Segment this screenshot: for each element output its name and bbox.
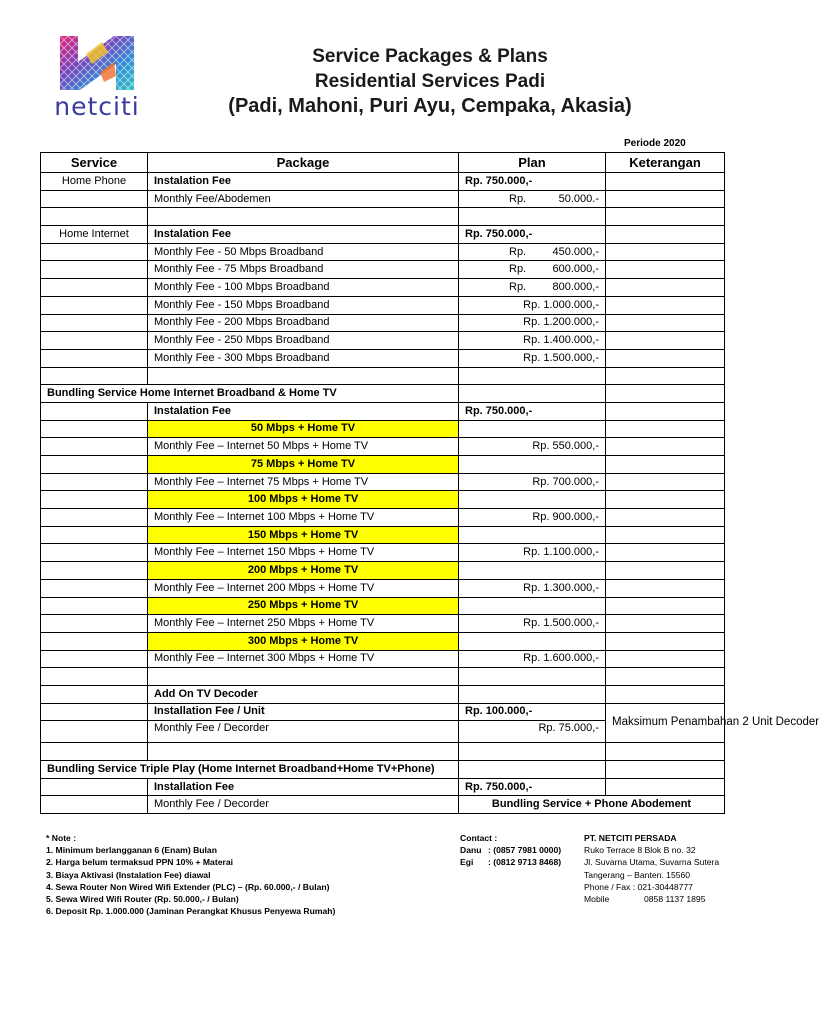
table-row [41,279,725,297]
table-row [41,796,725,814]
plan-price: Rp. 1.600.000,- [459,650,606,668]
price-table [40,152,819,814]
section-title-row [41,761,725,779]
table-row [41,190,725,208]
package-label: Monthly Fee – Internet 50 Mbps + Home TV [148,438,459,456]
section-title: Bundling Service Triple Play (Home Internet Broadband+Home TV+Phone) [41,761,459,779]
company-phone: Phone / Fax : 021-30448777 [584,881,693,892]
table-row [41,438,725,456]
table-row [41,615,725,633]
package-label: Monthly Fee - 50 Mbps Broadband [148,243,459,261]
package-label: Monthly Fee – Internet 250 Mbps + Home TV [148,615,459,633]
company-address-line: Jl. Suvarna Utama, Suvarna Sutera [584,857,720,868]
package-label: Instalation Fee [148,402,459,420]
plan-price: Rp. 800.000,- [459,279,606,297]
section-title: Bundling Service Home Internet Broadband & Home TV [41,385,459,403]
period-label: Periode 2020 [624,138,686,149]
plan-price: Rp. 50.000.- [459,190,606,208]
contact-block [460,832,561,869]
table-row [41,703,725,721]
company-mobile: Mobile 0858 1137 1895 [584,894,706,905]
contact-person: Egi : (0812 9713 8468) [460,857,562,868]
plan-price: Rp. 550.000,- [459,438,606,456]
package-label: Instalation Fee [148,173,459,191]
table-row [41,685,725,703]
keterangan-note: Maksimum Penambahan 2 Unit Decoder [606,703,725,743]
spacer-row [41,668,725,686]
plan-price: Rp. 900.000,- [459,509,606,527]
table-row [41,243,725,261]
table-header-row [41,153,725,173]
section-title: Add On TV Decoder [148,685,459,703]
plan-price: Rp. 1.200.000,- [459,314,606,332]
package-label: Monthly Fee / Decorder [148,796,459,814]
package-header: 200 Mbps + Home TV [148,562,459,580]
package-header-row [41,456,725,474]
package-header-row [41,526,725,544]
plan-price: Rp. 750.000,- [459,226,606,244]
table-row [41,261,725,279]
package-label: Monthly Fee – Internet 200 Mbps + Home TV [148,579,459,597]
logo-wordmark: netciti [54,92,140,121]
table-row [41,402,725,420]
table-row [41,349,725,367]
note-item: 3. Biaya Aktivasi (Instalation Fee) diawal [46,869,211,880]
package-header-row [41,562,725,580]
package-label: Instalation Fee [148,226,459,244]
note-item: 5. Sewa Wired Wifi Router (Rp. 50.000,- / Bulan) [46,894,239,905]
package-label: Monthly Fee - 75 Mbps Broadband [148,261,459,279]
service-name: Home Internet [41,226,148,244]
plan-price: Rp. 700.000,- [459,473,606,491]
package-header-row [41,420,725,438]
contact-title: Contact : [460,833,498,843]
package-label: Installation Fee / Unit [148,703,459,721]
plan-price: Rp. 100.000,- [459,703,606,721]
table-row [41,296,725,314]
package-header: 100 Mbps + Home TV [148,491,459,509]
package-header-row [41,597,725,615]
page-title-block [180,44,680,119]
package-header: 50 Mbps + Home TV [148,420,459,438]
table-row [41,332,725,350]
plan-price: Rp. 1.300.000,- [459,579,606,597]
note-item: 4. Sewa Router Non Wired Wifi Extender (PLC) – (Rp. 60.000,- / Bulan) [46,881,330,892]
package-label: Monthly Fee / Decorder [148,721,459,743]
note-item: 1. Minimum berlangganan 6 (Enam) Bulan [46,845,217,856]
plan-note: Bundling Service + Phone Abodement [459,796,725,814]
plan-price: Rp. 1.500.000,- [459,349,606,367]
section-title-row [41,385,725,403]
col-header-package: Package [148,153,459,173]
package-label: Monthly Fee - 100 Mbps Broadband [148,279,459,297]
plan-price: Rp. 750.000,- [459,778,606,796]
package-label: Monthly Fee/Abodemen [148,190,459,208]
table-row [41,173,725,191]
plan-price: Rp. 75.000,- [459,721,606,743]
package-label: Monthly Fee – Internet 150 Mbps + Home TV [148,544,459,562]
notes-title: * Note : [46,833,77,843]
plan-price: Rp. 750.000,- [459,402,606,420]
note-item: 6. Deposit Rp. 1.000.000 (Jaminan Perangkat Khusus Penyewa Rumah) [46,906,336,917]
netciti-logo-mark-icon [56,32,140,94]
package-header: 250 Mbps + Home TV [148,597,459,615]
package-label: Monthly Fee – Internet 300 Mbps + Home TV [148,650,459,668]
contact-person: Danu : (0857 7981 0000) [460,845,562,856]
table-row [41,579,725,597]
package-label: Monthly Fee - 150 Mbps Broadband [148,296,459,314]
spacer-row [41,743,725,761]
col-header-plan: Plan [459,153,606,173]
package-header: 300 Mbps + Home TV [148,632,459,650]
spacer-row [41,208,725,226]
company-address-line: Tangerang – Banten. 15560 [584,869,691,880]
table-row [41,778,725,796]
col-header-service: Service [41,153,148,173]
notes-block [46,832,335,917]
package-header: 150 Mbps + Home TV [148,526,459,544]
service-name: Home Phone [41,173,148,191]
package-header: 75 Mbps + Home TV [148,456,459,474]
table-row [41,473,725,491]
table-row [41,650,725,668]
area-list: (Padi, Mahoni, Puri Ayu, Cempaka, Akasia) [228,95,632,117]
package-label: Monthly Fee - 300 Mbps Broadband [148,349,459,367]
company-name: PT. NETCITI PERSADA [584,833,677,843]
package-header-row [41,491,725,509]
note-item: 2. Harga belum termaksud PPN 10% + Materai [46,857,233,868]
netciti-logo [42,32,152,122]
package-label: Monthly Fee – Internet 100 Mbps + Home TV [148,509,459,527]
spacer-row [41,367,725,385]
col-header-keterangan: Keterangan [606,153,725,173]
package-label: Monthly Fee - 200 Mbps Broadband [148,314,459,332]
table-row [41,509,725,527]
table-row [41,314,725,332]
package-label: Monthly Fee – Internet 75 Mbps + Home TV [148,473,459,491]
package-label: Installation Fee [148,778,459,796]
company-address-line: Ruko Terrace 8 Blok B no. 32 [584,845,696,856]
plan-price: Rp. 1.400.000,- [459,332,606,350]
table-row [41,226,725,244]
plan-price: Rp. 1.000.000,- [459,296,606,314]
plan-price: Rp. 1.100.000,- [459,544,606,562]
plan-price: Rp. 450.000,- [459,243,606,261]
company-block [584,832,719,905]
table-row [41,544,725,562]
page-title: Service Packages & Plans [312,46,548,67]
plan-price: Rp. 1.500.000,- [459,615,606,633]
plan-price: Rp. 600.000,- [459,261,606,279]
plan-price: Rp. 750.000,- [459,173,606,191]
package-label: Monthly Fee - 250 Mbps Broadband [148,332,459,350]
page-subtitle: Residential Services Padi [314,71,546,92]
package-header-row [41,632,725,650]
